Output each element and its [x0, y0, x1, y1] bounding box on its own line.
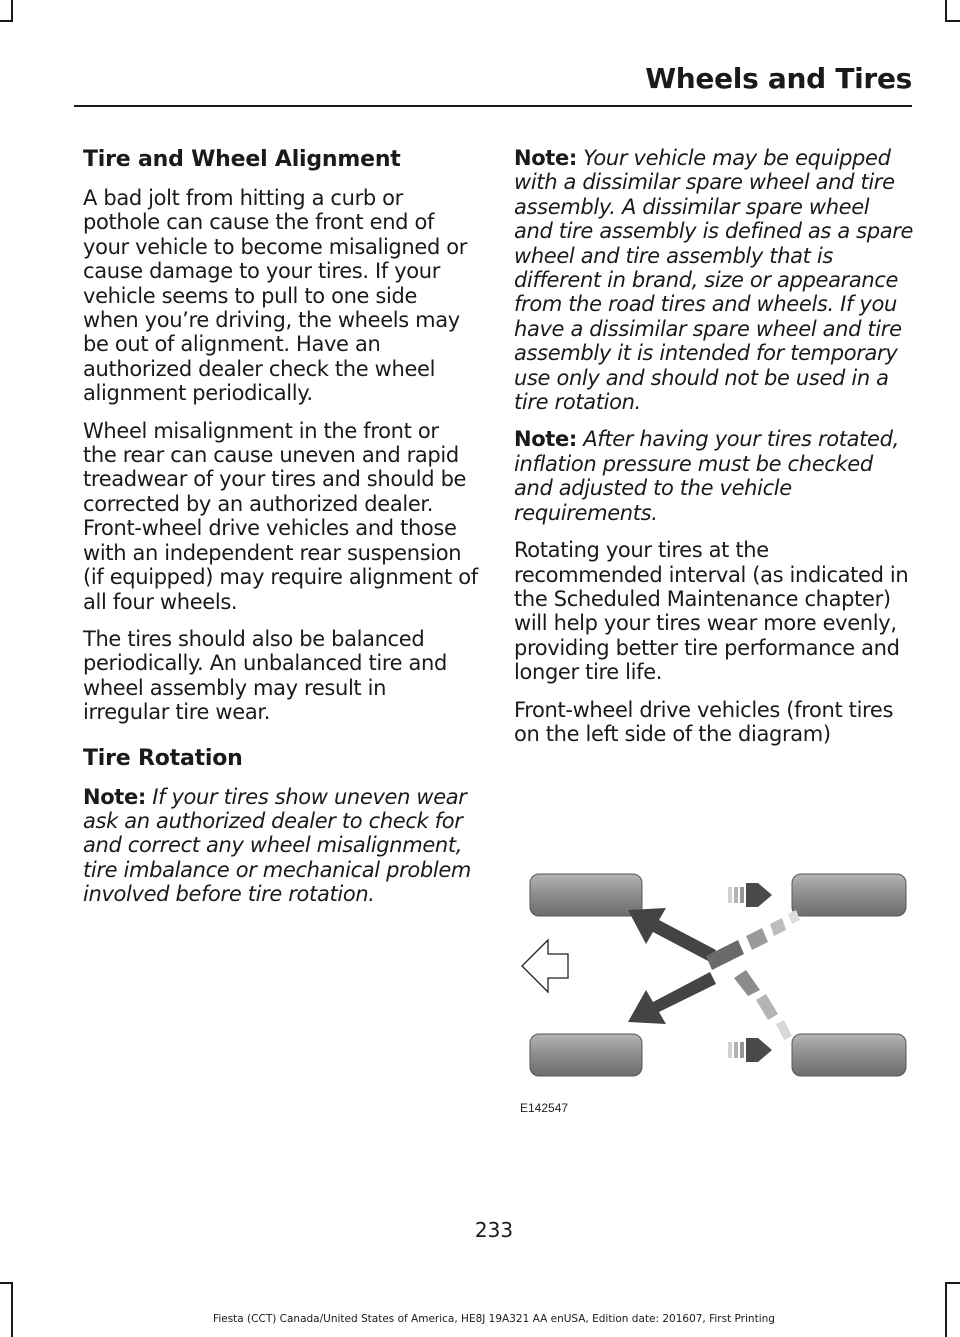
left-column: [83, 146, 478, 920]
right-column: [514, 146, 914, 759]
note-text: After having your tires rotated, inflation pressure must be checked and adjusted to the vehicle requirements.: [514, 427, 899, 525]
crop-mark: [945, 0, 947, 22]
tire-rear-right: [792, 1034, 906, 1076]
paragraph-balancing: The tires should also be balanced periodically. An unbalanced tire and wheel assembly may result in irregular tire wear.: [83, 626, 447, 725]
note-uneven-wear: [83, 785, 478, 907]
crop-mark: [11, 0, 13, 22]
tire-rotation-diagram: [520, 862, 920, 1122]
page-title: Wheels and Tires: [645, 62, 912, 95]
note-label: Note:: [514, 427, 577, 452]
arrow-rear-to-rear-icon: [728, 1038, 772, 1062]
tire-rear-left: [530, 1034, 642, 1076]
arrow-cross-to-front-left-icon: [628, 908, 716, 962]
tire-front-left: [530, 874, 642, 916]
heading-tire-rotation: Tire Rotation: [83, 745, 243, 771]
paragraph-fwd-diagram-caption: Front-wheel drive vehicles (front tires on the left side of the diagram): [514, 697, 894, 746]
page-number: 233: [474, 1218, 514, 1242]
arrow-front-to-front-icon: [728, 883, 772, 907]
crop-mark: [11, 1282, 13, 1337]
note-text: Your vehicle may be equipped with a dissimilar spare wheel and tire assembly. A dissimilar spare wheel and tire assembly is defined as a spare wheel and tire assembly that is different in brand, size or appearance from the road tires and wheels. If you have a dissimilar spare wheel and tire assembly it is intended for temporary use only and should not be used in a tire rotation.: [514, 146, 914, 415]
vehicle-front-direction-icon: [522, 940, 568, 992]
crop-mark: [945, 20, 960, 22]
paragraph-rotation-interval: Rotating your tires at the recommended interval (as indicated in the Scheduled Maintenance chapter) will help your tires wear more evenly, providing better tire performance and longer tire life.: [514, 538, 909, 685]
paragraph-misalignment: Wheel misalignment in the front or the rear can cause uneven and rapid treadwear of your tires and should be corrected by an authorized dealer. Front-wheel drive vehicles and those with an independent rear suspension (if equipped) may require alignment of all four wheels.: [83, 418, 478, 614]
heading-tire-wheel-alignment: Tire and Wheel Alignment: [83, 147, 401, 172]
paragraph-alignment-intro: A bad jolt from hitting a curb or pothole can cause the front end of your vehicle to become misaligned or cause damage to your tires. If your vehicle seems to pull to one side when you’re driving, the wheels may be out of alignment. Have an authorized dealer check the wheel alignment periodically.: [83, 186, 468, 406]
crop-mark: [0, 1282, 13, 1284]
arrow-cross-to-rear-left-icon: [628, 972, 716, 1024]
note-inflation-pressure: [514, 427, 914, 525]
crop-mark: [945, 1282, 960, 1284]
crop-mark: [945, 1282, 947, 1337]
note-label: Note:: [83, 784, 146, 809]
diagram-code: E142547: [520, 1101, 569, 1115]
note-dissimilar-spare: [514, 146, 914, 414]
note-label: Note:: [514, 146, 577, 170]
crop-mark: [0, 20, 13, 22]
footer-edition-info: Fiesta (CCT) Canada/United States of America, HE8J 19A321 AA enUSA, Edition date: 201607, First Printing: [213, 1313, 775, 1325]
note-text: If your tires show uneven wear ask an authorized dealer to check for and correct any wheel misalignment, tire imbalance or mechanical problem involved before tire rotation.: [83, 784, 472, 907]
dashed-cross-lines-icon: [706, 910, 800, 1040]
tire-front-right: [792, 874, 906, 916]
header-divider: [74, 105, 912, 107]
